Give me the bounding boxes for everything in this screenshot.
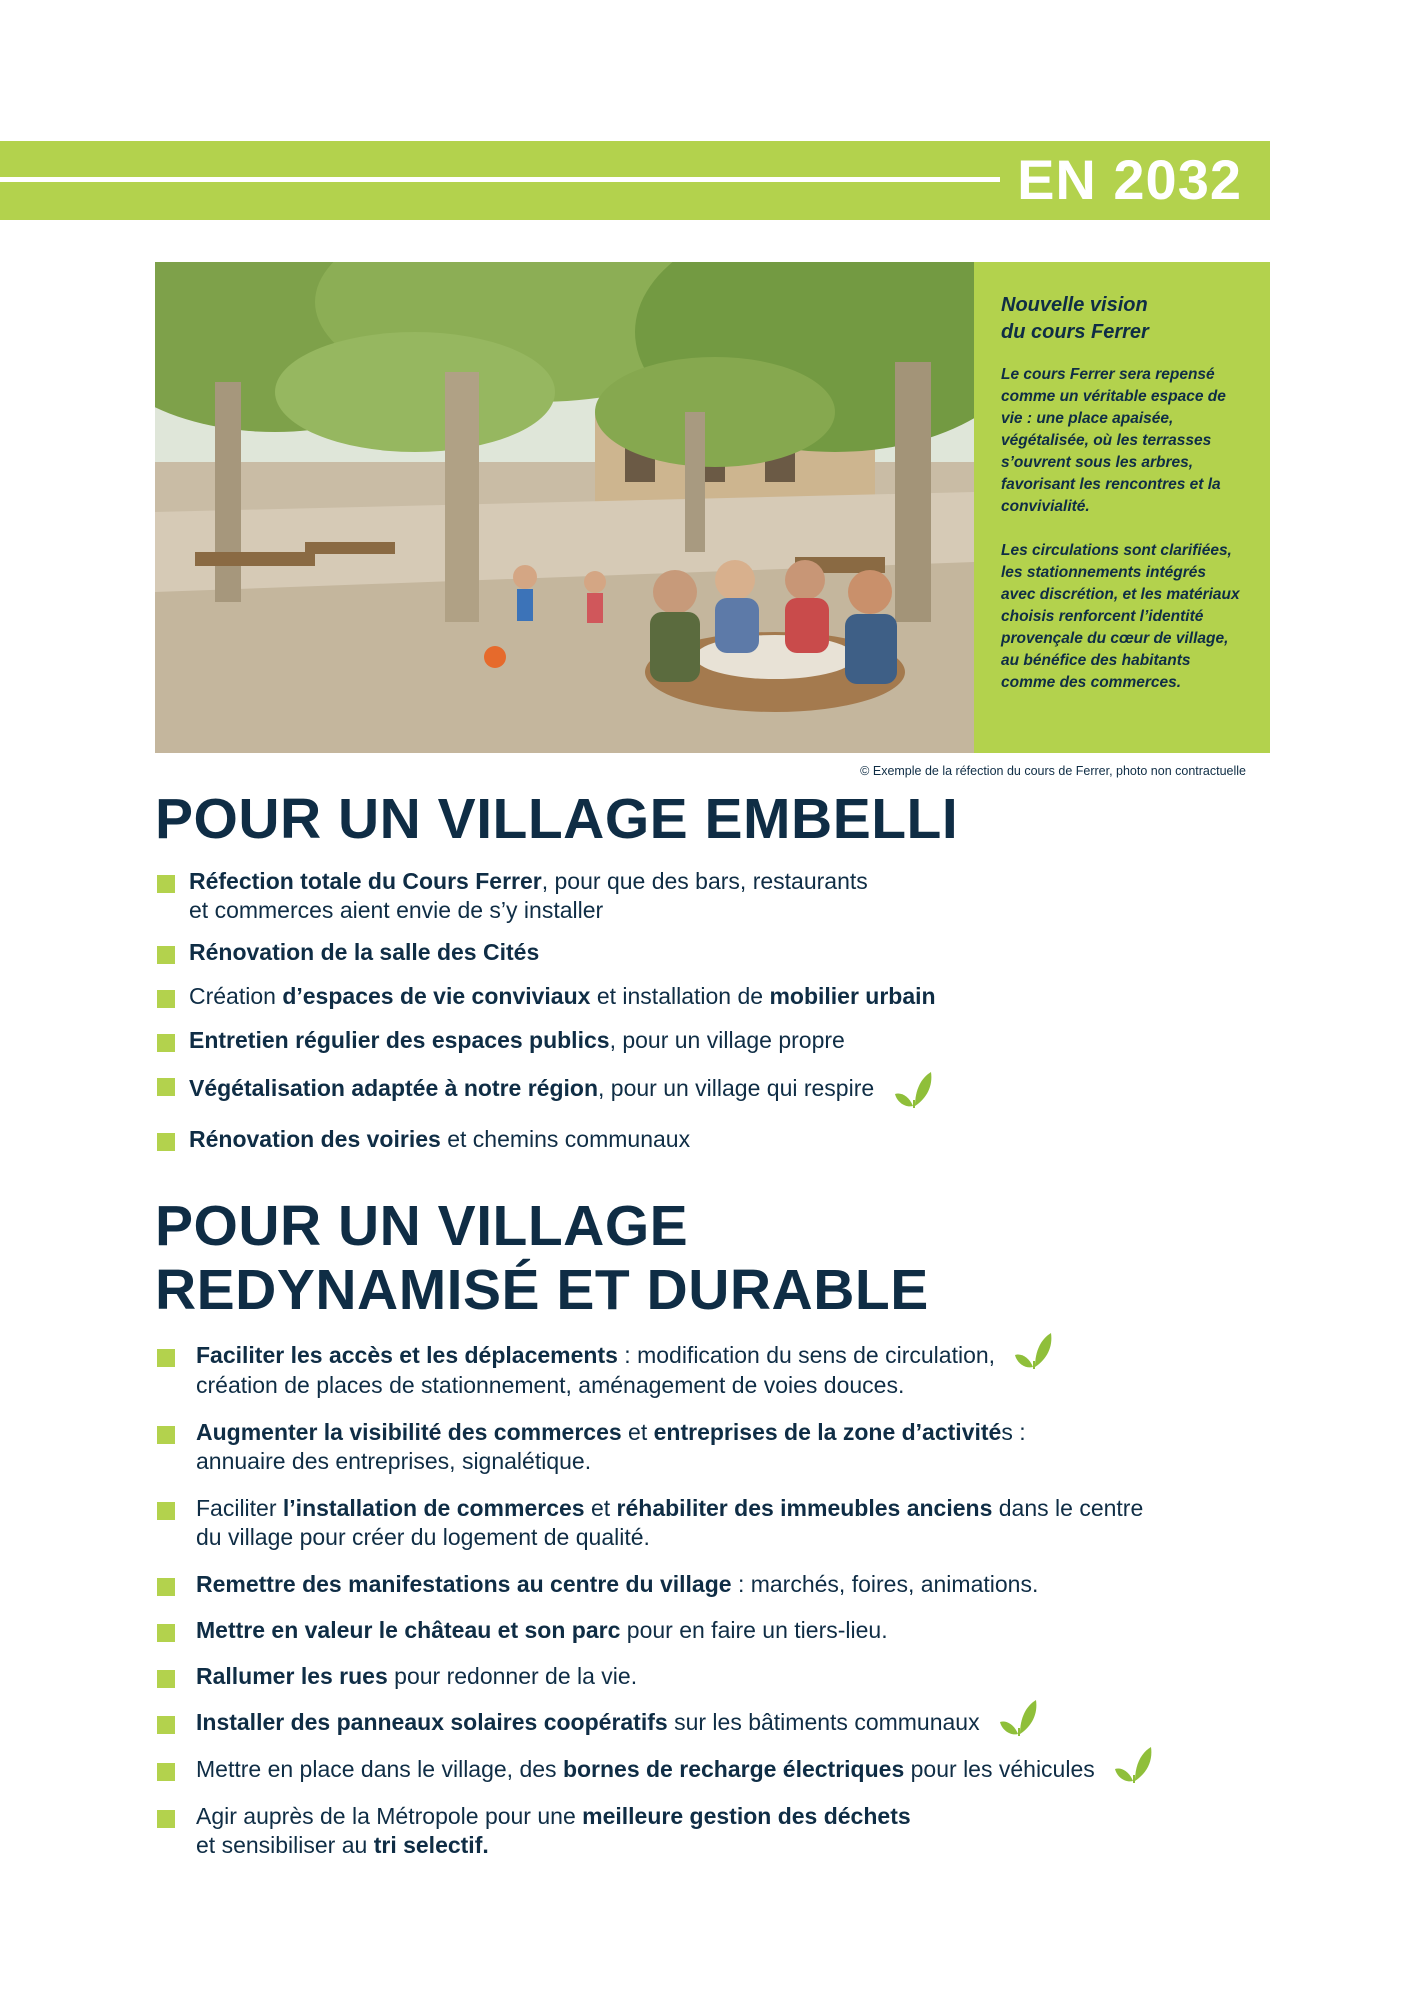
item-bold: Végétalisation adaptée à notre région <box>189 1075 598 1102</box>
item-bold: Augmenter la visibilité des commerces <box>196 1418 622 1445</box>
bullet-square <box>157 946 175 964</box>
item-bold: mobilier urbain <box>769 983 936 1009</box>
item-bold: Faciliter les accès et les déplacements <box>196 1342 618 1368</box>
item-bold: d’espaces de vie conviviaux <box>282 983 591 1009</box>
header-banner <box>0 141 1270 220</box>
item-text: pour en faire un tiers-lieu. <box>620 1616 888 1643</box>
caption-title-line1: Nouvelle vision <box>1001 294 1148 316</box>
caption-paragraph-1: Le cours Ferrer sera repensé comme un véritable espace de vie : une place apaisée, végétalisée, où les terrasses s’ouvrent sous les arbres, favorisant les rencontres et la convivialité. <box>1001 366 1226 515</box>
item-text: et commerces aient envie de s’y installer <box>189 897 604 923</box>
item-text: et installation de <box>590 983 770 1009</box>
item-text: sur les bâtiments communaux <box>667 1708 980 1735</box>
list-item <box>155 867 1155 925</box>
item-bold: Entretien régulier des espaces publics <box>189 1027 610 1053</box>
item-bold: l’installation de commerces <box>282 1494 585 1521</box>
list-item <box>155 1070 1155 1110</box>
bullet-square <box>157 1034 175 1052</box>
list-item <box>155 938 1155 967</box>
list-item <box>155 1802 1265 1860</box>
caption-paragraph-2: Les circulations sont clarifiées, les stationnements intégrés avec discrétion, et les matériaux choisis renforcent l’identité provençale du cœur de village, au bénéfice des habitants comme des commerces. <box>1001 542 1240 691</box>
bullet-square <box>157 1763 175 1781</box>
item-bold: bornes de recharge électriques <box>562 1755 905 1782</box>
bullet-square <box>157 1426 175 1444</box>
bullet-square <box>157 1502 175 1520</box>
leaf-icon <box>1000 1698 1038 1738</box>
list-item <box>155 1026 1155 1055</box>
item-bold: tri selectif. <box>373 1831 489 1858</box>
item-text: pour les véhicules <box>904 1755 1095 1782</box>
item-text: s : <box>1001 1418 1026 1445</box>
section2-list <box>155 1341 1265 1860</box>
item-bold: meilleure gestion des déchets <box>582 1802 911 1829</box>
item-text: : marchés, foires, animations. <box>731 1570 1039 1597</box>
item-bold: Mettre en valeur le château et son parc <box>196 1616 621 1643</box>
bullet-square <box>157 1810 175 1828</box>
item-text: et sensibiliser au <box>196 1831 374 1858</box>
section1-list <box>155 867 1155 1154</box>
leaf-icon <box>1015 1331 1053 1371</box>
section2-title-line2: REDYNAMISÉ ET DURABLE <box>155 1258 929 1322</box>
list-item <box>155 1418 1265 1476</box>
item-text: et <box>621 1418 654 1445</box>
section2-title-line1: POUR UN VILLAGE <box>155 1194 689 1258</box>
item-text: : modification du sens de circulation, <box>617 1342 996 1368</box>
bullet-square <box>157 1716 175 1734</box>
list-item <box>155 1755 1265 1785</box>
item-bold: réhabiliter des immeubles anciens <box>616 1494 993 1521</box>
item-text: dans le centre <box>992 1494 1144 1521</box>
item-text: , pour un village qui respire <box>598 1075 875 1102</box>
bullet-square <box>157 1133 175 1151</box>
item-bold: Remettre des manifestations au centre du village <box>196 1570 732 1597</box>
caption-title-line2: du cours Ferrer <box>1001 321 1149 343</box>
item-text: Faciliter <box>196 1494 283 1521</box>
list-item <box>155 1125 1155 1154</box>
list-item <box>155 1570 1265 1599</box>
bullet-square <box>157 875 175 893</box>
item-text: du village pour créer du logement de qualité. <box>196 1523 650 1550</box>
leaf-icon <box>1115 1745 1153 1785</box>
caption-box <box>974 262 1270 753</box>
item-bold: Installer des panneaux solaires coopératifs <box>196 1708 668 1735</box>
banner-rule <box>0 177 1000 182</box>
photo-credit: © Exemple de la réfection du cours de Ferrer, photo non contractuelle <box>860 764 1246 778</box>
bullet-square <box>157 1670 175 1688</box>
item-bold: Réfection totale du Cours Ferrer <box>189 868 542 894</box>
list-item <box>155 1662 1265 1691</box>
item-text: création de places de stationnement, aménagement de voies douces. <box>196 1371 905 1398</box>
item-bold: Rallumer les rues <box>196 1662 388 1689</box>
list-item <box>155 1341 1265 1400</box>
item-text: et chemins communaux <box>440 1126 691 1152</box>
list-item <box>155 1494 1265 1552</box>
item-text: , pour que des bars, restaurants <box>541 868 868 894</box>
terrace-illustration <box>155 262 974 753</box>
bullet-square <box>157 990 175 1008</box>
item-bold: entreprises de la zone d’activité <box>653 1418 1002 1445</box>
bullet-square <box>157 1078 175 1096</box>
bullet-square <box>157 1624 175 1642</box>
list-item <box>155 982 1155 1011</box>
leaf-icon <box>895 1070 933 1110</box>
item-text: Agir auprès de la Métropole pour une <box>196 1802 583 1829</box>
list-item <box>155 1616 1265 1645</box>
banner-title: EN 2032 <box>1017 148 1242 211</box>
item-text: , pour un village propre <box>609 1027 845 1053</box>
bullet-square <box>157 1578 175 1596</box>
section1-title: POUR UN VILLAGE EMBELLI <box>155 787 959 851</box>
item-text: Création <box>189 983 283 1009</box>
item-text: Mettre en place dans le village, des <box>196 1755 563 1782</box>
section2-title <box>155 1194 929 1322</box>
caption-title <box>1001 292 1244 346</box>
list-item <box>155 1708 1265 1738</box>
item-bold: Rénovation de la salle des Cités <box>189 939 540 965</box>
cours-ferrer-photo <box>155 262 974 753</box>
item-text: annuaire des entreprises, signalétique. <box>196 1447 592 1474</box>
item-text: pour redonner de la vie. <box>387 1662 638 1689</box>
item-text: et <box>584 1494 617 1521</box>
bullet-square <box>157 1349 175 1367</box>
item-bold: Rénovation des voiries <box>189 1126 441 1152</box>
